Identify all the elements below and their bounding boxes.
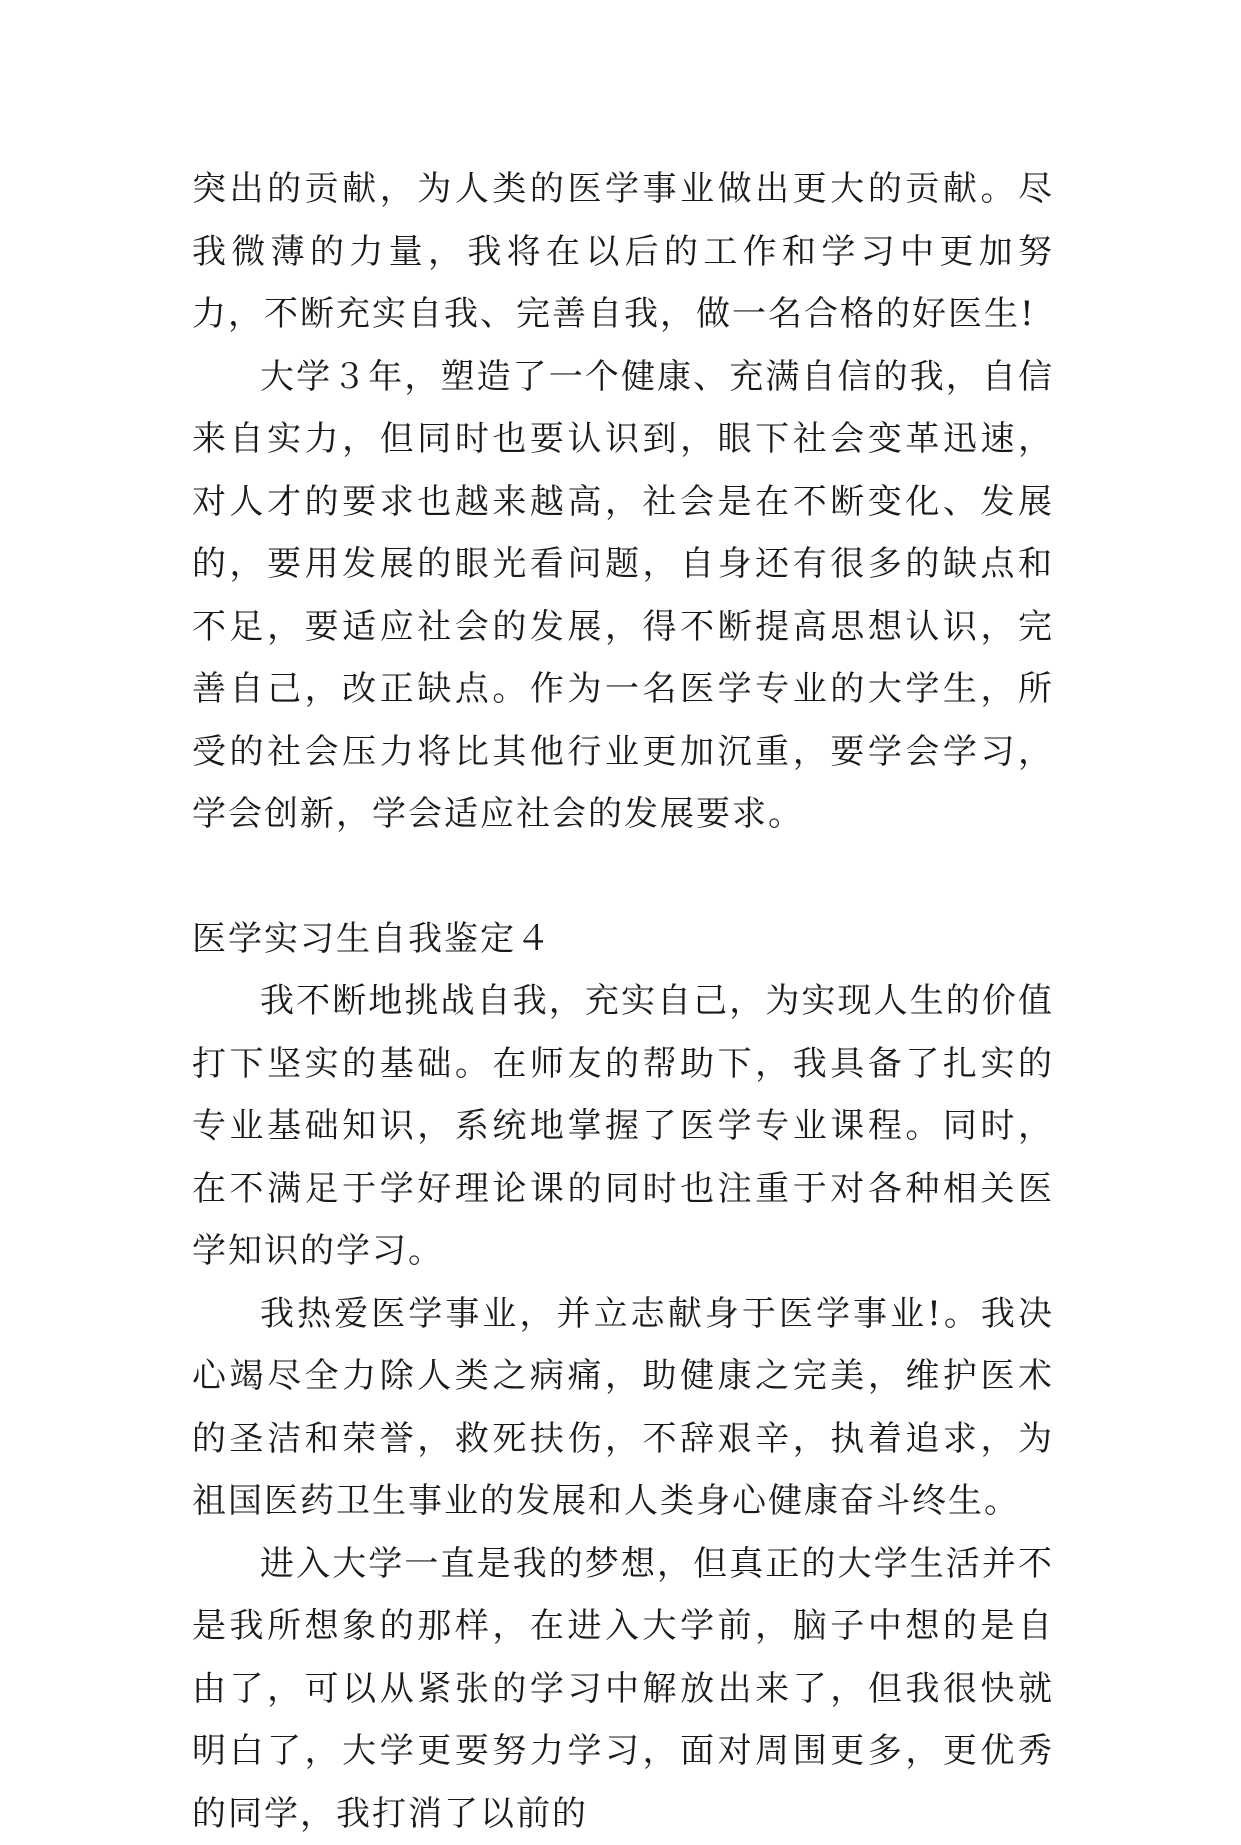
paragraph-challenge-self: 我不断地挑战自我，充实自己，为实现人生的价值打下坚实的基础。在师友的帮助下，我具备了扎实的专业基础知识，系统地掌握了医学专业课程。同时，在不满足于学好理论课的同时也注重于对各种相关医学知识的学习。 [192,970,1054,1283]
paragraph-love-medicine: 我热爱医学事业，并立志献身于医学事业!。我决心竭尽全力除人类之病痛，助健康之完美，维护医术的圣洁和荣誉，救死扶伤，不辞艰辛，执着追求，为祖国医药卫生事业的发展和人类身心健康奋斗终生。 [192,1283,1054,1533]
paragraph-university-three-years: 大学３年，塑造了一个健康、充满自信的我，自信来自实力，但同时也要认识到，眼下社会变革迅速，对人才的要求也越来越高，社会是在不断变化、发展的，要用发展的眼光看问题，自身还有很多的缺点和不足，要适应社会的发展，得不断提高思想认识，完善自己，改正缺点。作为一名医学专业的大学生，所受的社会压力将比其他行业更加沉重，要学会学习，学会创新，学会适应社会的发展要求。 [192,346,1054,846]
paragraph-university-dream: 进入大学一直是我的梦想，但真正的大学生活并不是我所想象的那样，在进入大学前，脑子中想的是自由了，可以从紧张的学习中解放出来了，但我很快就明白了，大学更要努力学习，面对周围更多，更优秀的同学，我打消了以前的 [192,1533,1054,1845]
document-body [192,158,1054,1845]
section-heading: 医学实习生自我鉴定４ [192,908,1054,971]
paragraph-continuation: 突出的贡献，为人类的医学事业做出更大的贡献。尽我微薄的力量，我将在以后的工作和学习中更加努力，不断充实自我、完善自我，做一名合格的好医生! [192,158,1054,346]
